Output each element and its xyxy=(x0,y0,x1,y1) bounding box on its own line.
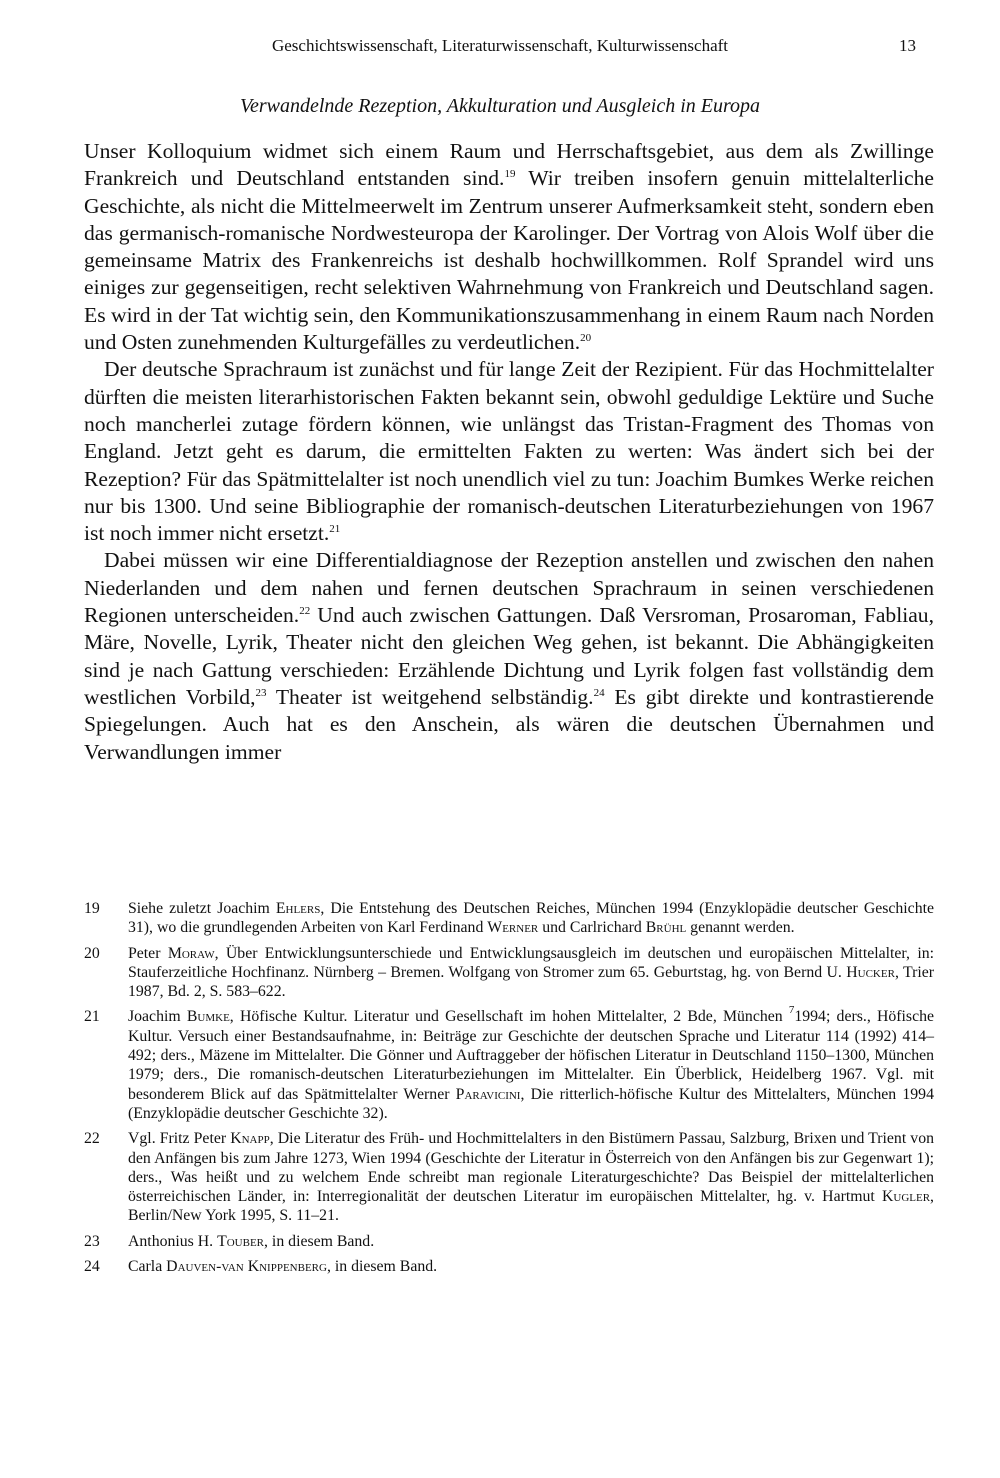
text-run: Vgl. Fritz Peter xyxy=(128,1130,231,1148)
text-run: , in diesem Band. xyxy=(326,1258,438,1276)
text-run: , Höfische Kultur. Literatur und Gesellschaft im hohen Mittelalter, 2 Bde, München xyxy=(229,1008,789,1026)
footnote xyxy=(84,1129,934,1225)
footnote-ref[interactable]: 22 xyxy=(299,605,311,618)
footnote-ref[interactable]: 19 xyxy=(504,168,516,181)
footnote xyxy=(84,1232,934,1251)
text-run: , Berlin/New York 1995, S. 11–21. xyxy=(128,1188,934,1225)
footnote-ref[interactable]: 21 xyxy=(329,523,341,536)
text-run: , Trier 1987, Bd. 2, S. 583–622. xyxy=(128,963,934,1001)
text-run: Joachim xyxy=(128,1008,187,1026)
author-name: Moraw xyxy=(167,944,215,962)
body-text xyxy=(84,138,934,766)
footnote-number: 21 xyxy=(84,1008,100,1026)
text-run: , Die ritterlich-höfische Kultur des Mittelalters, München 1994 (Enzyklopädie deutscher Geschichte 32). xyxy=(128,1085,934,1122)
text-run: Anthonius H. xyxy=(128,1232,218,1250)
text-run: , Über Entwicklungsunterschiede und Entwicklungsausgleich im deutschen und europäischen Mittelalter, in: Stauferzeitliche Hochfinanz. Nürnberg – Bremen. Wolfgang von Stromer zum 65. Geburtstag, hg. von Bernd U. xyxy=(128,944,934,981)
footnote-ref[interactable]: 24 xyxy=(593,686,605,699)
footnote-ref[interactable]: 23 xyxy=(255,686,267,699)
author-name: Knapp xyxy=(230,1130,270,1148)
footnotes xyxy=(84,899,934,1282)
footnote-number: 20 xyxy=(84,944,100,962)
text-run: Peter xyxy=(128,944,168,962)
text-run: genannt werden. xyxy=(686,919,795,937)
page-number: 13 xyxy=(899,36,916,55)
text-run: , in diesem Band. xyxy=(264,1232,375,1250)
paragraph xyxy=(84,356,934,547)
footnote xyxy=(84,899,934,938)
paragraph xyxy=(84,547,934,765)
footnote xyxy=(84,1004,935,1123)
author-name: Hucker xyxy=(846,963,895,981)
text-run: Siehe zuletzt Joachim xyxy=(128,900,276,917)
text-run: Es gibt direkte und kontrastierende Spiegelungen. Auch hat es den Anschein, als wären die deutschen Übernahmen und Verwandlungen immer xyxy=(84,684,934,764)
text-run: Dabei müssen wir eine Differentialdiagnose der Rezeption anstellen und zwischen den nahen Niederlanden und dem nahen und fernen deutschen Sprachraum in seinen verschiedenen Regionen unterscheiden. xyxy=(84,548,934,628)
author-name: Paravicini xyxy=(455,1085,521,1103)
text-run: Carla xyxy=(128,1258,167,1276)
author-name: Kugler xyxy=(881,1188,931,1206)
edition-number: 7 xyxy=(788,1004,795,1017)
running-title: Geschichtswissenschaft, Literaturwissenschaft, Kulturwissenschaft xyxy=(271,36,729,55)
author-name: Bumke xyxy=(186,1008,230,1026)
footnote-number: 23 xyxy=(84,1232,100,1250)
text-run: Wir treiben insofern genuin mittelalterliche Geschichte, als nicht die Mittelmeerwelt im Zentrum unserer Aufmerksamkeit steht, sondern eben das germanisch-romanische Nordwesteuropa der Karolinger. Der Vortrag von Alois Wolf über die gemeinsame Matrix des Frankenreichs ist deshalb hochwillkommen. Rolf Sprandel wird uns einiges zur gegenseitigen, recht selektiven Wahrnehmung von Frankreich und Deutschland sagen. Es wird in der Tat wichtig sein, den Kommunikationszusammenhang in einem Raum nach Norden und Osten zunehmenden Kulturgefälles zu verdeutlichen. xyxy=(84,166,934,355)
section-title: Verwandelnde Rezeption, Akkulturation und Ausgleich in Europa xyxy=(239,95,761,117)
footnote-number: 22 xyxy=(84,1130,100,1148)
text-run: und Carlrichard xyxy=(538,919,646,937)
text-run: 1994; ders., Höfische Kultur. Versuch einer Bestandsaufnahme, in: Beiträge zur Geschichte der deutschen Sprache und Literatur 114 (1992) 414–492; ders., Mäzene im Mittelalter. Die Gönner und Auftraggeber der höfischen Literatur in Deutschland 1150–1300, München 1979; ders., Die romanisch-deutschen Literaturbeziehungen im Mittelalter. Ein Überblick, Heidelberg 1967. Vgl. mit besonderem Blick auf das Spätmittelalter Werner xyxy=(128,1008,935,1103)
paragraph xyxy=(84,138,934,356)
footnote-ref[interactable]: 20 xyxy=(580,332,592,345)
text-run: Und auch zwischen Gattungen. Daß Versroman, Prosaroman, Fabliau, Märe, Novelle, Lyrik, Theater nicht den gleichen Weg gehen, ist bekannt. Die Abhängigkeiten sind je nach Gattung verschieden: Erzählende Dichtung und Lyrik folgen fast vollständig dem westlichen Vorbild, xyxy=(84,603,934,709)
footnote xyxy=(84,1257,934,1276)
footnote-number: 19 xyxy=(84,900,100,917)
author-name: Dauven-van Knippenberg xyxy=(166,1258,327,1276)
text-run: Unser Kolloquium widmet sich einem Raum und Herrschaftsgebiet, aus dem als Zwillinge Frankreich und Deutschland entstanden sind. xyxy=(84,139,934,191)
text-run: Der deutsche Sprachraum ist zunächst und für lange Zeit der Rezipient. Für das Hochmittelalter dürften die meisten literarhistorischen Fakten bekannt sein, obwohl geduldige Lektüre und Suche noch mancherlei zutage fördern können, wie unlängst das Tristan-Fragment des Thomas von England. Jetzt geht es darum, die ermittelten Fakten zu werten: Was ändert sich bei der Rezeption? Für das Spätmittelalter ist noch unendlich viel zu tun: Joachim Bumkes Werke reichen nur bis 1300. Und seine Bibliographie der romanisch-deutschen Literaturbeziehungen von 1967 ist noch immer nicht ersetzt. xyxy=(84,357,934,546)
text-run: , Die Entstehung des Deutschen Reiches, München 1994 (Enzyklopädie deutscher Geschichte 31), wo die grundlegenden Arbeiten von Karl Ferdinand xyxy=(128,900,934,937)
author-name: Ehlers xyxy=(275,900,321,917)
author-name: Touber xyxy=(217,1232,265,1250)
text-run: , Die Literatur des Früh- und Hochmittelalters in den Bistümern Passau, Salzburg, Brixen und Trient von den Anfängen bis zum Jahre 1273, Wien 1994 (Geschichte der Literatur in Österreich von den Anfängen bis zur Gegenwart 1); ders., Was heißt und zu welchem Ende schreibt man regionale Literaturgeschichte? Das Beispiel der mittelalterlichen österreichischen Länder, in: Interregionalität der deutschen Literatur im europäischen Mittelalter, hg. v. Hartmut xyxy=(128,1130,934,1206)
footnote-number: 24 xyxy=(84,1258,100,1276)
footnote xyxy=(84,944,934,1002)
running-head xyxy=(84,34,916,58)
text-run: Theater ist weitgehend selbständig. xyxy=(266,684,594,709)
author-name: Werner xyxy=(487,919,539,937)
author-name: Brühl xyxy=(645,919,687,937)
